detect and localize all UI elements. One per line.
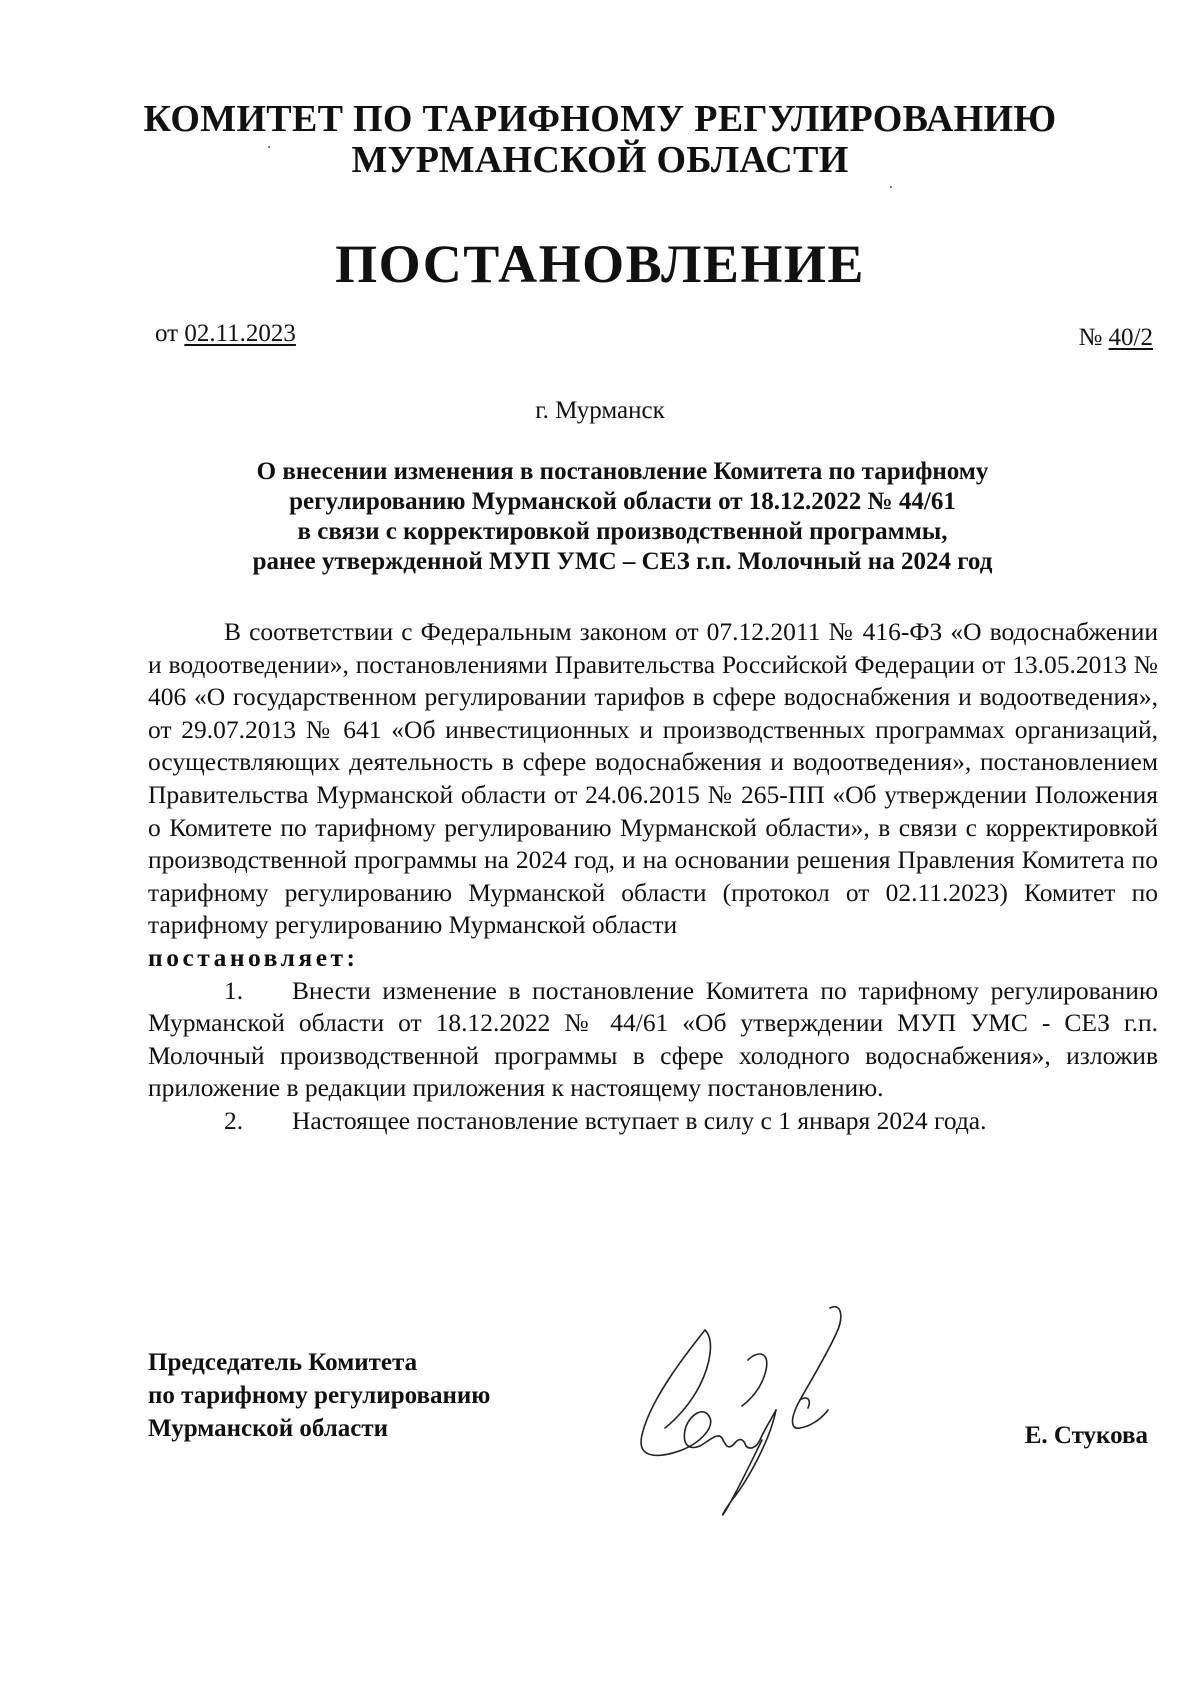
- number-value: 40/2: [1108, 324, 1153, 351]
- signatory-title-line-2: по тарифному регулированию: [148, 1382, 491, 1409]
- decree-item-number: 1.: [224, 975, 244, 1005]
- decree-item-text: Внести изменение в постановление Комитета по тарифному регулированию Мурманской области от 18.12.2022 № 44/61 «Об утверждении МУП УМС - СЕЗ г.п. Молочный производственной программы в сфере холодного водоснабжения», изложив приложение в редакции приложения к настоящему постановлению.: [148, 975, 1158, 1103]
- decree-word: постановляет:: [148, 942, 359, 972]
- signatory-title: [148, 1346, 490, 1445]
- decree-item-2: [148, 1105, 1158, 1138]
- decree-item-1: [148, 975, 1158, 1105]
- document-date: [155, 318, 296, 350]
- scan-speck: [890, 186, 892, 188]
- signatory-name: Е. Стукова: [1024, 1422, 1148, 1449]
- document-body: [148, 616, 1158, 1138]
- document-type-title: ПОСТАНОВЛЕНИЕ: [335, 234, 865, 294]
- signatory-title-line-3: Мурманской области: [148, 1415, 389, 1442]
- subject-line-4: ранее утвержденной МУП УМС – СЕЗ г.п. Молочный на 2024 год: [252, 548, 993, 575]
- organization-name-line-2: МУРМАНСКОЙ ОБЛАСТИ: [351, 139, 849, 181]
- preamble-paragraph: В соответствии с Федеральным законом от 07.12.2011 № 416-ФЗ «О водоснабжении и водоотведении», постановлениями Правительства Российской Федерации от 13.05.2013 № 406 «О государственном регулировании тарифов в сфере водоснабжения и водоотведения», от 29.07.2013 № 641 «Об инвестиционных и производственных программах организаций, осуществляющих деятельность в сфере водоснабжения и водоотведения», постановлением Правительства Мурманской области от 24.06.2015 № 265-ПП «Об утверждении Положения о Комитете по тарифному регулированию Мурманской области», в связи с корректировкой производственной программы на 2024 год, и на основании решения Правления Комитета по тарифному регулированию Мурманской области (протокол от 02.11.2023) Комитет по тарифному регулированию Мурманской области: [148, 617, 1158, 940]
- subject-line-2: регулированию Мурманской области от 18.12.2022 № 44/61: [289, 488, 956, 515]
- document-subject: [150, 457, 1095, 577]
- handwritten-signature: [630, 1300, 880, 1525]
- document-number: [1078, 322, 1153, 354]
- decree-item-number: 2.: [224, 1105, 244, 1135]
- subject-line-1: О внесении изменения в постановление Комитета по тарифному: [256, 458, 989, 485]
- subject-line-3: в связи с корректировкой производственной программы,: [297, 518, 948, 545]
- date-prefix: от: [155, 320, 185, 347]
- scan-speck: [268, 146, 270, 148]
- date-value: 02.11.2023: [184, 320, 296, 347]
- number-prefix: №: [1078, 324, 1109, 351]
- signatory-title-line-1: Председатель Комитета: [148, 1349, 418, 1376]
- document-city: г. Мурманск: [535, 397, 665, 424]
- organization-name-line-1: КОМИТЕТ ПО ТАРИФНОМУ РЕГУЛИРОВАНИЮ: [143, 98, 1057, 140]
- decree-item-text: Настоящее постановление вступает в силу с 1 января 2024 года.: [292, 1105, 987, 1135]
